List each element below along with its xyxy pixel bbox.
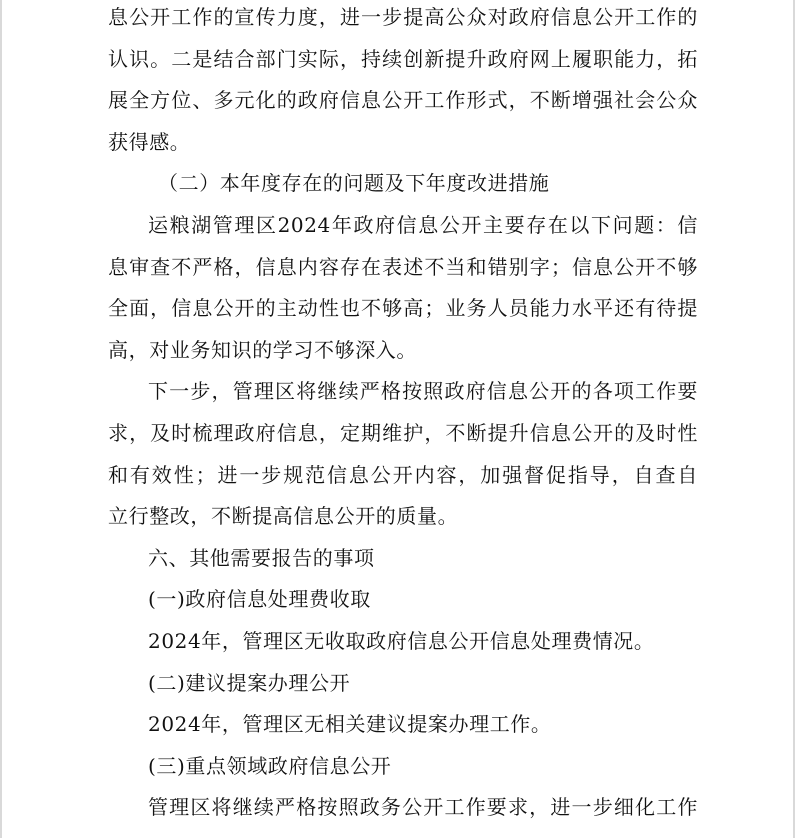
subsection-heading: (三)重点领域政府信息公开 — [148, 753, 392, 778]
subsection-heading: (一)政府信息处理费收取 — [148, 587, 371, 612]
paragraph-line: 息公开工作的宣传力度，进一步提高公众对政府信息公开工作的 — [108, 5, 698, 29]
page-left-border — [0, 0, 2, 838]
paragraph-line: 认识。二是结合部门实际，持续创新提升政府网上履职能力，拓 — [108, 46, 698, 71]
paragraph-line: 下一步，管理区将继续严格按照政府信息公开的各项工作要 — [148, 379, 698, 404]
paragraph-line: 立行整改，不断提高信息公开的质量。 — [108, 504, 459, 529]
paragraph-line: 展全方位、多元化的政府信息公开工作形式，不断增强社会公众 — [108, 88, 698, 113]
paragraph-line: 获得感。 — [108, 129, 191, 154]
paragraph-line: 管理区将继续严格按照政务公开工作要求，进一步细化工作 — [148, 795, 698, 820]
subsection-heading: (二)建议提案办理公开 — [148, 670, 351, 695]
paragraph-line: 2024年，管理区无相关建议提案办理工作。 — [148, 712, 552, 737]
paragraph-line: 求，及时梳理政府信息，定期维护，不断提升信息公开的及时性 — [108, 420, 698, 445]
section-heading: （二）本年度存在的问题及下年度改进措施 — [158, 171, 550, 196]
paragraph-line: 和有效性；进一步规范信息公开内容，加强督促指导，自查自 — [108, 462, 698, 487]
paragraph-line: 全面，信息公开的主动性也不够高；业务人员能力水平还有待提 — [108, 296, 698, 321]
paragraph-line: 息审查不严格，信息内容存在表述不当和错别字；信息公开不够 — [108, 254, 698, 279]
paragraph-line: 高，对业务知识的学习不够深入。 — [108, 337, 417, 362]
paragraph-line: 2024年，管理区无收取政府信息公开信息处理费情况。 — [148, 628, 655, 653]
paragraph-line: 运粮湖管理区2024年政府信息公开主要存在以下问题：信 — [148, 212, 698, 237]
section-heading: 六、其他需要报告的事项 — [148, 545, 375, 570]
document-body — [108, 0, 698, 829]
